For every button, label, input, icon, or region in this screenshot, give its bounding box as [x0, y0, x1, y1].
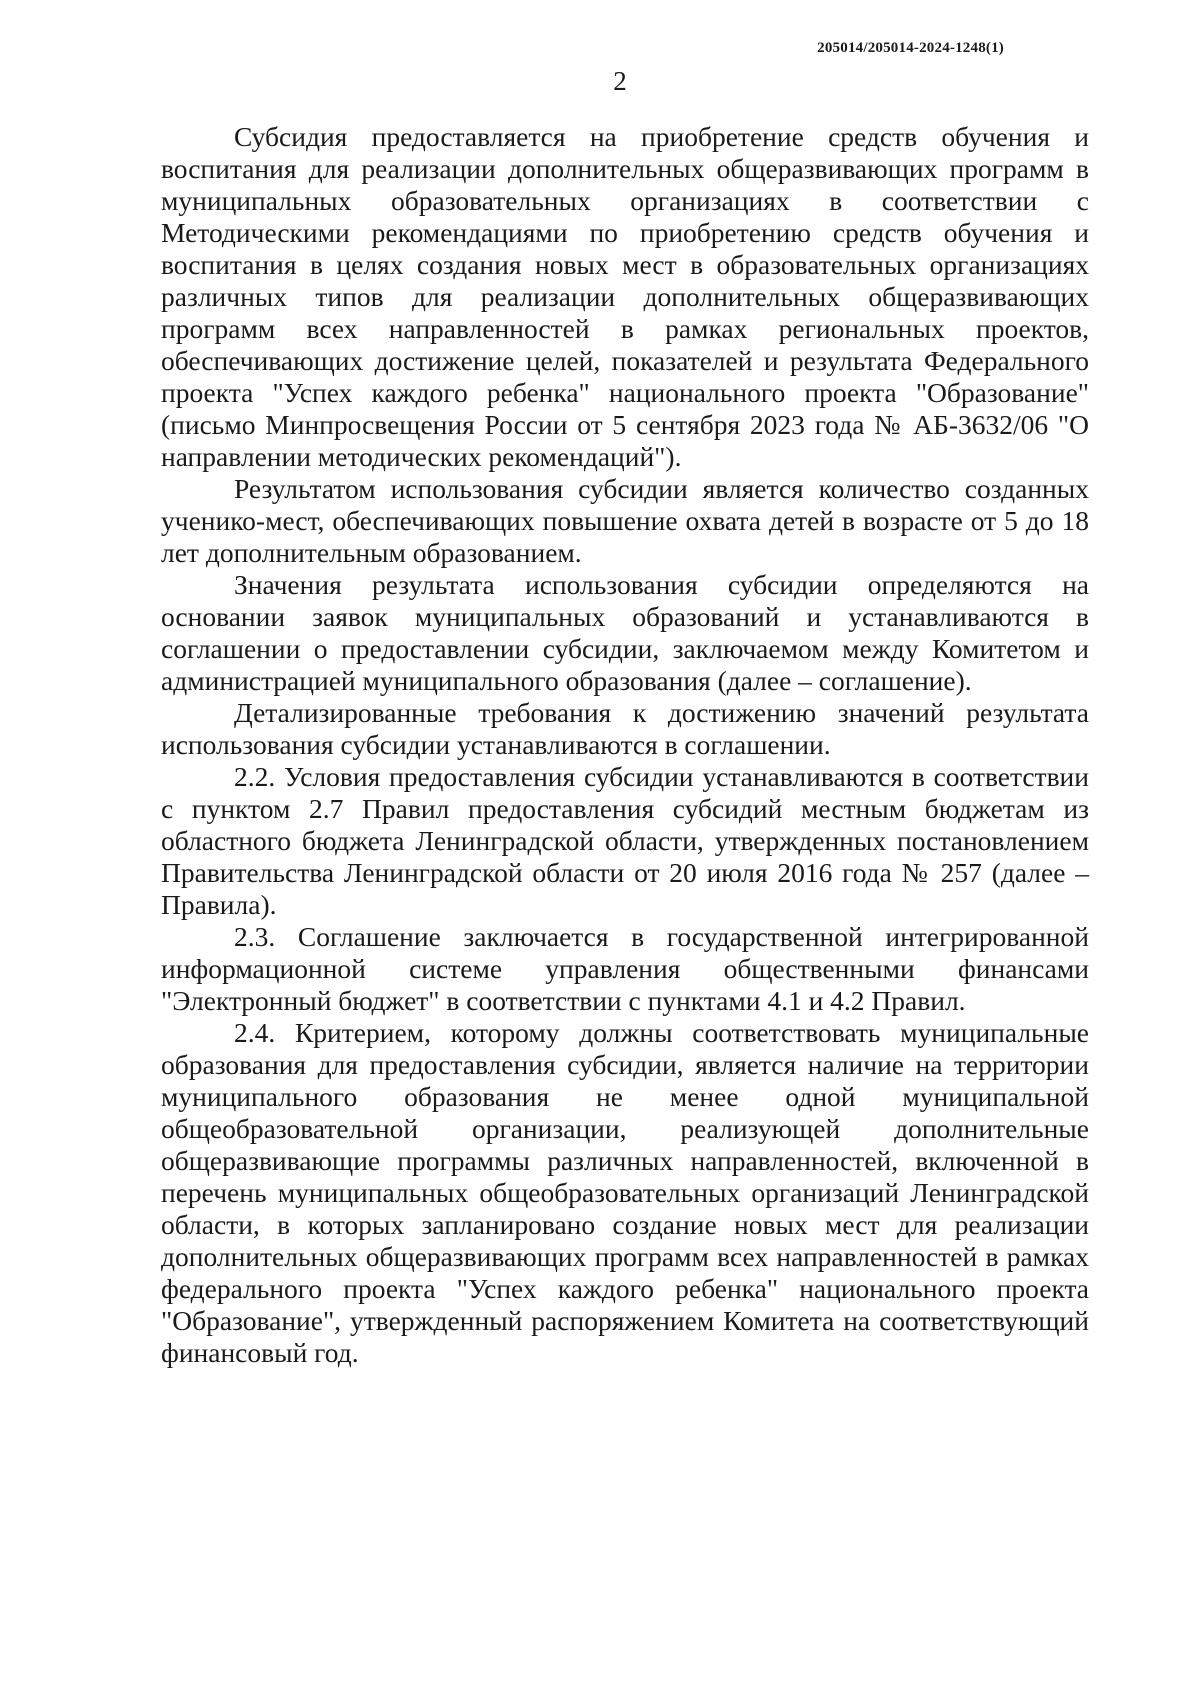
paragraph-section-2-2: 2.2. Условия предоставления субсидии устанавливаются в соответствии с пунктом 2.7 Правил предоставления субсидий местным бюджетам из областного бюджета Ленинградской области, утвержденных постановлением Правительства Ленинградской области от 20 июля 2016 года № 257 (далее – Правила). [161, 761, 1089, 920]
document-body [161, 121, 1089, 1369]
paragraph-section-2-4: 2.4. Критерием, которому должны соответствовать муниципальные образования для предоставления субсидии, является наличие на территории муниципального образования не менее одной муниципальной общеобразовательной организации, реализующей дополнительные общеразвивающие программы различных направленностей, включенной в перечень муниципальных общеобразовательных организаций Ленинградской области, в которых запланировано создание новых мест для реализации дополнительных общеразвивающих программ всех направленностей в рамках федерального проекта "Успех каждого ребенка" национального проекта "Образование", утвержденный распоряжением Комитета на соответствующий финансовый год. [161, 1017, 1089, 1368]
paragraph-subsidy-result: Результатом использования субсидии является количество созданных ученико-мест, обеспечивающих повышение охвата детей в возрасте от 5 до 18 лет дополнительным образованием. [161, 473, 1089, 568]
page-number: 2 [613, 66, 627, 96]
document-registration-code: 205014/205014-2024-1248(1) [817, 40, 1004, 56]
paragraph-detailed-requirements: Детализированные требования к достижению значений результата использования субсидии устанавливаются в соглашении. [161, 697, 1089, 760]
paragraph-subsidy-purpose: Субсидия предоставляется на приобретение средств обучения и воспитания для реализации дополнительных общеразвивающих программ в муниципальных образовательных организациях в соответствии с Методическими рекомендациями по приобретению средств обучения и воспитания в целях создания новых мест в образовательных организациях различных типов для реализации дополнительных общеразвивающих программ всех направленностей в рамках региональных проектов, обеспечивающих достижение целей, показателей и результата Федерального проекта "Успех каждого ребенка" национального проекта "Образование" (письмо Минпросвещения России от 5 сентября 2023 года № АБ-3632/06 "О направлении методических рекомендаций"). [161, 121, 1089, 472]
paragraph-result-values: Значения результата использования субсидии определяются на основании заявок муниципальных образований и устанавливаются в соглашении о предоставлении субсидии, заключаемом между Комитетом и администрацией муниципального образования (далее – соглашение). [161, 569, 1089, 696]
paragraph-section-2-3: 2.3. Соглашение заключается в государственной интегрированной информационной системе управления общественными финансами "Электронный бюджет" в соответствии с пунктами 4.1 и 4.2 Правил. [161, 921, 1089, 1016]
